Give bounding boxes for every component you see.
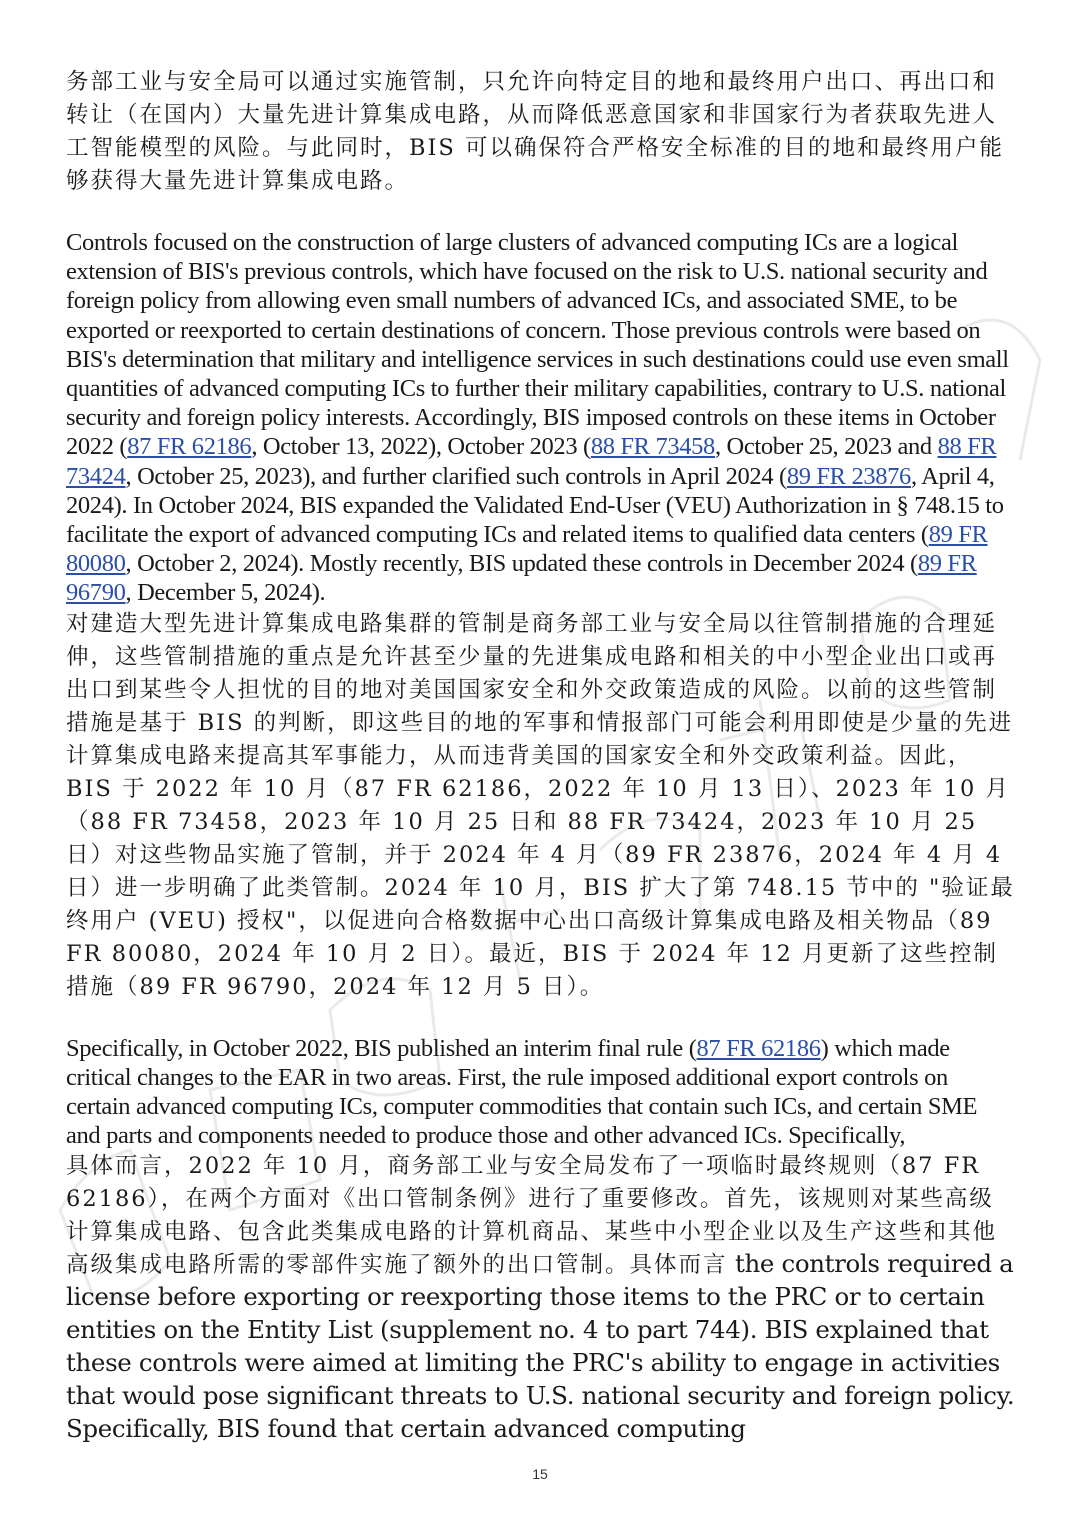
link-89-fr-23876[interactable]: 89 FR 23876 — [786, 462, 911, 490]
text-segment-zh: 具体而言，2022 年 10 月，商务部工业与安全局发布了一项临时最终规则（87 FR 62186），在两个方面对《出口管制条例》进行了重要修改。首先，该规则对某些高级计算集成电路、包含此类集成电路的计算机商品、某些中小型企业以及生产这些和其他高级集成电路所需的零部件实施了额外的出口管制。具体而言 — [66, 1153, 998, 1279]
link-88-fr-73458[interactable]: 88 FR 73458 — [590, 433, 715, 461]
paragraph-zh-intro: 务部工业与安全局可以通过实施管制，只允许向特定目的地和最终用户出口、再出口和转让（在国内）大量先进计算集成电路，从而降低恶意国家和非国家行为者获取先进人工智能模型的风险。与此同时，BIS 可以确保符合严格安全标准的目的地和最终用户能够获得大量先进计算集成电路。 — [66, 69, 1004, 194]
text-segment: , December 5, 2024). — [125, 579, 326, 607]
text-segment: Specifically, in October 2022, BIS published an interim final rule ( — [66, 1034, 697, 1062]
text-segment: ) which made critical changes to the EAR in two areas. First, the rule imposed additional export controls on certain advanced computing ICs, computer commodities that contain such ICs, and certain SME and parts and components needed to produce those and other advanced ICs. Specifically, — [66, 1034, 978, 1150]
link-89-fr-80080[interactable]: 89 FR 80080 — [66, 521, 988, 578]
page-number: 15 — [532, 1466, 548, 1482]
text-segment: , October 2, 2024). Mostly recently, BIS updated these controls in December 2024 ( — [125, 550, 918, 578]
link-87-fr-62186[interactable]: 87 FR 62186 — [127, 433, 252, 461]
paragraph-zh-controls: 对建造大型先进计算集成电路集群的管制是商务部工业与安全局以往管制措施的合理延伸，这些管制措施的重点是允许甚至少量的先进集成电路和相关的中小型企业出口或再出口到某些令人担忧的目的地对美国国家安全和外交政策造成的风险。以前的这些管制措施是基于 BIS 的判断，即这些目的地的军事和情报部门可能会利用即使是少量的先进计算集成电路来提高其军事能力，从而违背美国的国家安全和外交政策利益。因此，BIS 于 2022 年 10 月（87 FR 62186，2022 年 10 月 13 日）、2023 年 10 月（88 FR 73458，2023 年 10 月 25 日和 88 FR 73424，2023 年 10 月 25 日）对这些物品实施了管制，并于 2024 年 4 月（89 FR 23876，2024 年 4 月 4 日）进一步明确了此类管制。2024 年 10 月，BIS 扩大了第 748.15 节中的 "验证最终用户 (VEU) 授权"，以促进向合格数据中心出口高级计算集成电路及相关物品（89 FR 80080，2024 年 10 月 2 日）。最近，BIS 于 2024 年 12 月更新了这些控制措施（89 FR 96790，2024 年 12 月 5 日）。 — [66, 610, 1015, 1000]
text-segment: , October 13, 2022), October 2023 ( — [251, 433, 591, 461]
text-segment: , October 25, 2023), and further clarified such controls in April 2024 ( — [125, 462, 787, 490]
link-87-fr-62186-rule[interactable]: 87 FR 62186 — [696, 1034, 821, 1062]
link-88-fr-73424[interactable]: 88 FR 73424 — [66, 433, 997, 490]
text-segment: Controls focused on the construction of large clusters of advanced computing ICs are a logical extension of BIS's previous controls, which have focused on the risk to U.S. national security and foreign policy from allowing even small numbers of advanced ICs, and associated SME, to be exported or reexported to certain destinations of concern. Those previous controls were based on BIS's determination that military and intelligence services in such destinations could use even small quantities of advanced computing ICs to further their military capabilities, contrary to U.S. national security and foreign policy interests. Accordingly, BIS imposed controls on these items in October 2022 ( — [66, 229, 1009, 461]
paragraph-en-specifically — [66, 1034, 1016, 1151]
link-89-fr-96790[interactable]: 89 FR 96790 — [66, 550, 977, 607]
text-segment-en-tail: the controls required a license before exporting or reexporting those items to the PRC or to certain entities on the Entity List (supplement no. 4 to part 744). BIS explained that these controls were aimed at limiting the PRC's ability to engage in activities that would pose significant threats to U.S. national security and foreign policy. Specifically, BIS found that certain advanced computing — [66, 1249, 1015, 1444]
text-segment: , April 4, 2024). In October 2024, BIS expanded the Validated End-User (VEU) Authorization in § 748.15 to facilitate the export of advanced computing ICs and related items to qualified data centers ( — [66, 462, 1004, 549]
paragraph-zh-specifically — [66, 1150, 1016, 1447]
text-segment: , October 25, 2023 and — [714, 433, 938, 461]
document-body — [66, 66, 1016, 1447]
paragraph-en-controls — [66, 228, 1016, 608]
